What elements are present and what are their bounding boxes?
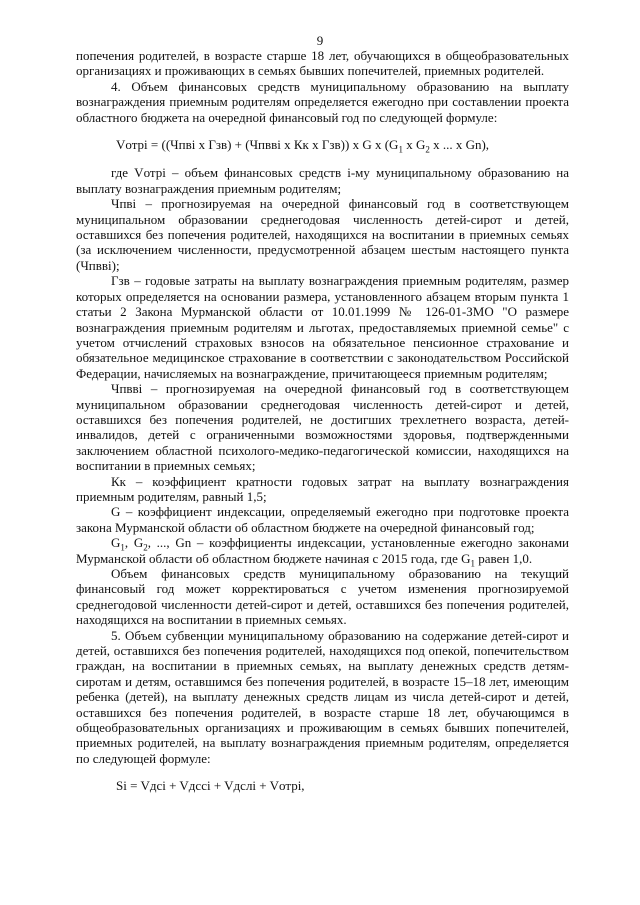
paragraph: G – коэффициент индексации, определяемый ежегодно при подготовке проекта закона Мурманской области об областном бюджете на очередной финансовый год;	[76, 504, 569, 535]
paragraph: 4. Объем финансовых средств муниципальному образованию на выплату вознаграждения приемным родителям определяется ежегодно при составлении проекта областного бюджета на очередной финансовый год по следующей формуле:	[76, 78, 569, 125]
paragraph: Гзв – годовые затраты на выплату вознаграждения приемным родителям, размер которых определяется на основании размера, установленного абзацем вторым пункта 1 статьи 2 Закона Мурманской области от 10.01.1999 № 126-01-ЗМО "О размере вознаграждения приемным родителям и льготах, предоставляемых приемной семье" с учетом отчислений страховых взносов на обязательное пенсионное страхование и обязательное медицинское страхование в соответствии с законодательством Российской Федерации, начисляемых на вознаграждение, причитающееся приемным родителям;	[76, 273, 569, 381]
paragraph: Кк – коэффициент кратности годовых затрат на выплату вознаграждения приемным родителям, равный 1,5;	[76, 473, 569, 504]
paragraph: Чпввi – прогнозируемая на очередной финансовый год в соответствующем муниципальном образовании среднегодовая численность детей-сирот и детей, оставшихся без попечения родителей, не достигших трехлетнего возраста, детей-инвалидов, детей с ограниченными возможностями здоровья, подтвержденными заключением областной психолого-медико-педагогической комиссии, находящихся на воспитании в приемных семьях;	[76, 381, 569, 474]
paragraph: Чпвi – прогнозируемая на очередной финансовый год в соответствующем муниципальном образовании среднегодовая численность детей-сирот и детей, оставшихся без попечения родителей, находящихся на воспитании в приемных семьях (за исключением численности, предусмотренной абзацем шестым настоящего пункта (Чпввi);	[76, 196, 569, 273]
paragraph: где Vотрi – объем финансовых средств i-му муниципальному образованию на выплату вознаграждения приемным родителям;	[76, 165, 569, 196]
formula: Vотрi = ((Чпвi х Гзв) + (Чпввi х Кк х Гзв)) х G х ($G_1$ х $G_2$ х ... х Gn),	[116, 137, 490, 155]
paragraph: 5. Объем субвенции муниципальному образованию на содержание детей-сирот и детей, оставшихся без попечения родителей, находящихся под опекой, попечительством граждан, на воспитании в приемных семьях, на выплату денежных средств детям-сиротам и детям, оставшимся без попечения родителей, в возрасте 15–18 лет, имеющим ребенка (детей), на выплату денежных средств лицам из числа детей-сирот и детей, оставшихся без попечения родителей, в возрасте старше 18 лет, обучающимся в общеобразовательных организациях и проживающим в семьях бывших попечителей, приемных родителей, на выплату вознаграждения приемным родителям, определяется по следующей формуле:	[76, 627, 569, 766]
formula: Si = Vдсi + Vдссi + Vдслi + Vотрi,	[116, 778, 305, 794]
paragraph: попечения родителей, в возрасте старше 18 лет, обучающихся в общеобразовательных организациях и проживающих в семьях бывших попечителей, приемных родителей.	[76, 48, 569, 79]
page-number: 9	[316, 33, 324, 48]
document-body	[76, 48, 569, 807]
paragraph: $G_1$, $G_2$, ..., Gn – коэффициенты индексации, установленные ежегодно законами Мурманской области об областном бюджете начиная с 2015 года, где $G_1$ равен 1,0.	[76, 535, 570, 569]
paragraph: Объем финансовых средств муниципальному образованию на текущий финансовый год может корректироваться с учетом изменения прогнозируемой среднегодовой численности детей-сирот и детей, оставшихся без попечения родителей, находящихся на воспитании в приемных семьях.	[76, 566, 569, 628]
